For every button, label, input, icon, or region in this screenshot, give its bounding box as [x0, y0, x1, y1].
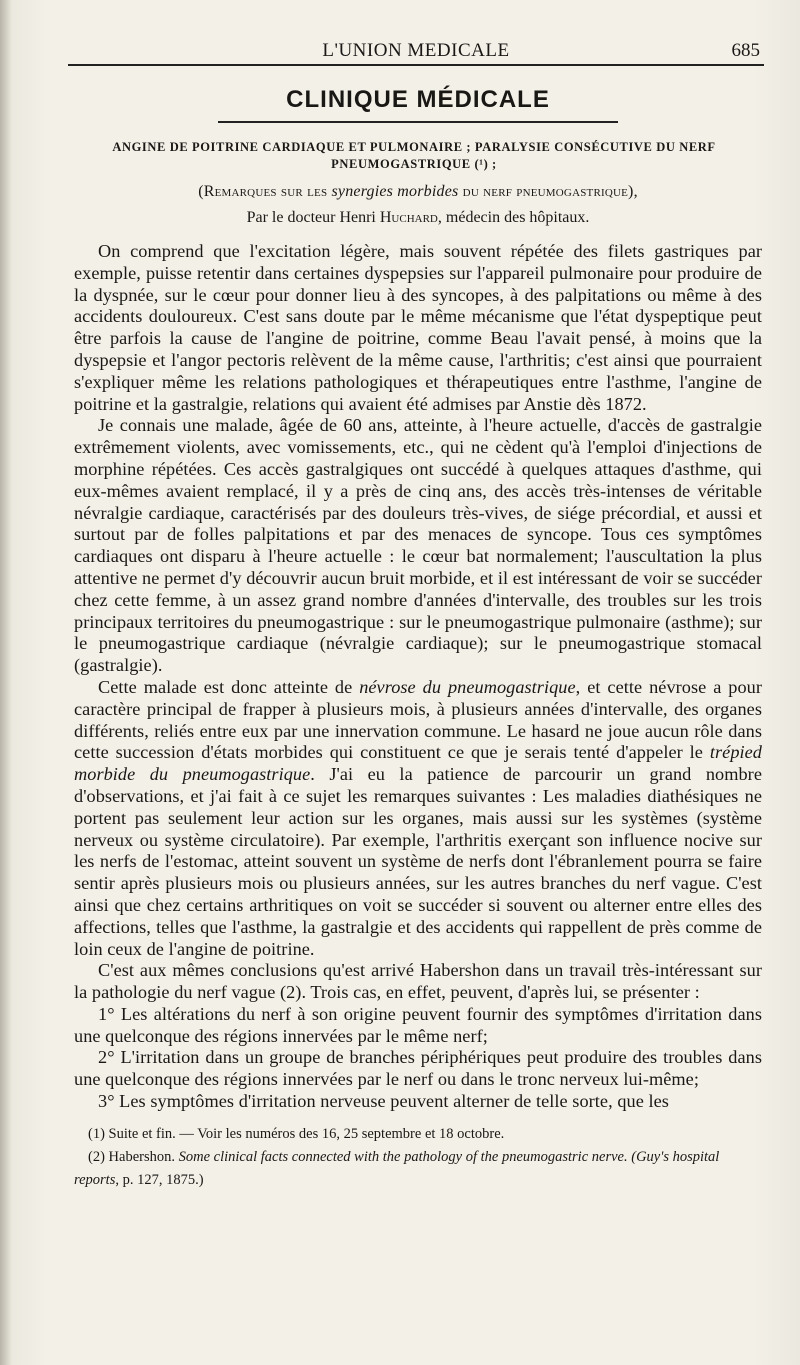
article-title — [66, 139, 762, 173]
subtitle-close: du nerf pneumogastrique), — [458, 183, 638, 200]
subtitle-open: (Remarques sur les — [198, 183, 332, 200]
author-suffix: , médecin des hôpitaux. — [437, 209, 590, 226]
paragraph-4: C'est aux mêmes conclusions qu'est arrivé Habershon dans un travail très-intéressant sur la pathologie du nerf vague (2). Trois cas, en effet, peuvent, d'après lui, se présenter : — [74, 960, 762, 1003]
author-prefix: Par le docteur Henri — [246, 209, 380, 226]
footnote-2-a: (2) Habershon. — [88, 1148, 179, 1165]
footnote-2 — [74, 1146, 762, 1192]
paragraph-1: On comprend que l'excitation légère, mais souvent répétée des filets gastriques par exemple, puisse retentir dans certaines dyspepsies sur l'appareil pulmonaire pour produire de la dyspnée, sur le cœur pour donner lieu à des syncopes, à des palpitations ou même à des accidents douloureux. C'est sans doute par le même mécanisme que l'état dyspeptique peut être parfois la cause de l'angine de poitrine, comme Beau l'avait pensé, à moins que la dyspepsie et l'angor pectoris relèvent de la même cause, l'arthritis; c'est ainsi que pourraient s'expliquer même les relations pathologiques et thérapeutiques entre l'asthme, l'angine de poitrine et la gastralgie, relations qui avaient été admises par Anstie dès 1872. — [74, 241, 762, 414]
page-number: 685 — [731, 40, 760, 61]
title-rule — [218, 121, 618, 123]
p3-part-c: , et cette névrose a pour caractère principal de frapper à plusieurs mois, à plusieurs années d'intervalle, des organes différents, reliés entre eux par une innervation commune. Le hasard ne joue aucun rôle dans cette succession d'états morbides qui constituent ce que je serais tenté d'appeler le — [74, 676, 763, 763]
running-head: L'UNION MEDICALE — [322, 40, 510, 61]
p3-part-a: Cette malade est donc atteinte de — [98, 676, 360, 697]
section-title: CLINIQUE MÉDICALE — [286, 86, 550, 113]
paragraph-2: Je connais une malade, âgée de 60 ans, atteinte, à l'heure actuelle, d'accès de gastralgie extrêmement violents, avec vomissements, etc., qui ne cèdent qu'à l'emploi d'injections de morphine répétées. Ces accès gastralgiques ont succédé à quelques attaques d'asthme, qui eux-mêmes avaient remplacé, il y a près de cinq ans, des accès très-intenses de véritable névralgie cardiaque, caractérisés par des douleurs très-vives, de siége précordial, et aussi et surtout par de folles palpitations et par des menaces de syncope. Tous ces symptômes cardiaques ont disparu à l'heure actuelle : le cœur bat normalement; l'auscultation la plus attentive ne permet d'y découvrir aucun bruit morbide, et il est intéressant de voir se succéder chez cette femme, à un assez grand nombre d'années d'intervalle, des troubles sur les trois principaux territoires du pneumogastrique : sur le pneumogastrique pulmonaire (asthme); sur le pneumogastrique cardiaque (névralgie cardiaque); sur le pneumogastrique stomacal (gastralgie). — [74, 415, 762, 676]
footnote-2-c: (Guy's hospital reports — [74, 1148, 720, 1188]
footnote-1: (1) Suite et fin. — Voir les numéros des 16, 25 septembre et 18 octobre. — [88, 1125, 505, 1142]
p3-part-e: . J'ai eu la patience de parcourir un grand nombre d'observations, et j'ai fait à ce sujet les remarques suivantes : Les maladies diathésiques ne portent pas seulement leur action sur les organes, mais aussi sur les systèmes (système nerveux ou système circulatoire). Par exemple, l'arthritis exerçant son influence nocive sur les nerfs de l'estomac, atteint souvent un système de nerfs dont l'ébranlement pourra se faire sentir après plusieurs mois ou plusieurs années, sur les autres branches du nerf vague. C'est ainsi que chez certains arthritiques on voit se succéder si souvent ou alterner entre elles des affections, telles que l'asthme, la gastralgie et des accidents qui rappellent de près comme de loin ceux de l'angine de poitrine. — [74, 764, 762, 959]
list-item-2: 2° L'irritation dans un groupe de branches périphériques peut produire des troubles dans une quelconque des régions innervées par le nerf ou dans le tronc nerveux lui-même; — [74, 1047, 762, 1090]
footnotes — [74, 1123, 762, 1192]
page-edge-shadow — [0, 0, 12, 1365]
paragraph-3 — [74, 677, 762, 960]
p3-italic-1: névrose du pneumogastrique — [359, 676, 576, 697]
p3-italic-2: trépied morbide du pneumogastrique — [74, 742, 762, 785]
author-name: Huchard — [379, 209, 438, 226]
page-header — [68, 0, 764, 66]
article-body — [74, 241, 762, 1113]
subtitle-italic: synergies morbides — [331, 183, 459, 200]
list-item-3: 3° Les symptômes d'irritation nerveuse peuvent alterner de telle sorte, que les — [98, 1091, 669, 1112]
article-title-line2: PNEUMOGASTRIQUE (¹) ; — [331, 157, 497, 171]
list-item-1: 1° Les altérations du nerf à son origine peuvent fournir des symptômes d'irritation dans une quelconque des régions innervées par le même nerf; — [74, 1003, 762, 1046]
article-subtitle — [74, 183, 762, 201]
author-line — [74, 209, 762, 227]
article-title-line1: ANGINE DE POITRINE CARDIAQUE ET PULMONAIRE ; PARALYSIE CONSÉCUTIVE DU NERF — [112, 140, 716, 154]
footnote-2-b: Some clinical facts connected with the pathology of the pneumogastric nerve. — [178, 1148, 628, 1165]
footnote-2-d: , p. 127, 1875.) — [115, 1171, 204, 1188]
